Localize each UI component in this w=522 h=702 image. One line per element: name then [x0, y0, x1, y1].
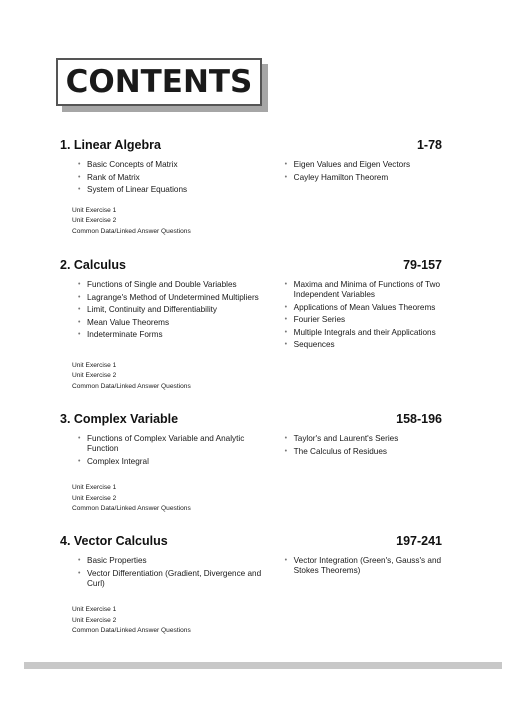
topic-item: • Complex Integral: [78, 456, 149, 466]
exercise-item: Common Data/Linked Answer Questions: [72, 227, 191, 235]
bullet-icon: •: [78, 457, 81, 465]
topic-list-left: [60, 556, 275, 591]
topic-item: • Applications of Mean Values Theorems: [284, 302, 436, 312]
topic-item: • Lagrange's Method of Undetermined Multipliers: [78, 292, 259, 302]
topic-columns: [60, 280, 442, 353]
topic-item: • Mean Value Theorems: [78, 317, 170, 327]
section-header: [60, 138, 442, 154]
exercise-item: Unit Exercise 2: [72, 616, 117, 624]
bullet-icon: •: [284, 281, 288, 288]
section-pages: 158-196: [396, 412, 442, 426]
topic-list-left: [60, 160, 275, 198]
bullet-icon: •: [78, 569, 81, 577]
section-title: 3. Complex Variable: [60, 412, 179, 426]
bullet-icon: •: [284, 161, 288, 168]
section-title: 2. Calculus: [60, 258, 126, 272]
topic-columns: [60, 434, 442, 469]
exercise-item: Common Data/Linked Answer Questions: [72, 382, 191, 390]
bullet-icon: •: [284, 447, 288, 455]
topic-item: • System of Linear Equations: [78, 185, 188, 194]
page-title: CONTENTS: [65, 64, 253, 100]
topic-item: • Sequences: [284, 340, 335, 349]
exercise-item: Common Data/Linked Answer Questions: [72, 505, 191, 512]
topic-list-right: [275, 160, 442, 198]
bullet-icon: •: [78, 435, 81, 442]
topic-item: • Functions of Complex Variable and Analytic Function: [78, 434, 245, 453]
section-header: [60, 534, 442, 550]
topic-list-right: [275, 434, 442, 469]
contents-title-box: [56, 58, 262, 106]
exercise-item: Unit Exercise 1: [72, 484, 117, 491]
section-vector-calculus: [60, 534, 442, 637]
topic-item: • Functions of Single and Double Variables: [78, 280, 237, 289]
topic-list-left: [60, 434, 275, 469]
bullet-icon: •: [78, 306, 81, 313]
exercise-list: [60, 361, 442, 393]
exercise-item: Common Data/Linked Answer Questions: [72, 627, 191, 634]
bullet-icon: •: [284, 557, 288, 564]
topic-item: • Taylor's and Laurent's Series: [284, 434, 399, 443]
exercise-item: Unit Exercise 2: [72, 494, 117, 502]
section-pages: 197-241: [396, 534, 442, 548]
section-header: [60, 412, 442, 428]
topic-list-right: [275, 556, 442, 591]
section-pages: 79-157: [403, 258, 442, 272]
bullet-icon: •: [78, 293, 81, 301]
topic-item: • Basic Properties: [78, 556, 147, 565]
exercise-list: [60, 483, 442, 515]
section-complex-variable: [60, 412, 442, 515]
topic-list-right: [275, 280, 442, 353]
bullet-icon: •: [78, 557, 81, 564]
title-frame: [56, 58, 262, 106]
exercise-item: Unit Exercise 1: [72, 606, 117, 613]
bullet-icon: •: [284, 316, 288, 323]
exercise-list: [60, 605, 442, 637]
exercise-item: Unit Exercise 1: [72, 206, 117, 214]
topic-item: • Rank of Matrix: [78, 172, 140, 182]
bullet-icon: •: [78, 331, 81, 338]
exercise-list: [60, 206, 442, 238]
bullet-icon: •: [284, 303, 288, 311]
exercise-item: Unit Exercise 1: [72, 361, 117, 369]
topic-item: • Multiple Integrals and their Applications: [284, 327, 436, 337]
bullet-icon: •: [284, 173, 288, 181]
exercise-item: Unit Exercise 2: [72, 217, 117, 224]
topic-item: • Fourier Series: [284, 315, 346, 324]
bullet-icon: •: [78, 281, 81, 288]
topic-item: • Limit, Continuity and Differentiability: [78, 305, 218, 314]
topic-item: • Maxima and Minima of Functions of Two Independent Variables: [284, 280, 441, 299]
topic-list-left: [60, 280, 275, 353]
bullet-icon: •: [78, 173, 81, 181]
bullet-icon: •: [284, 435, 288, 442]
footer-divider-bar: [24, 662, 502, 669]
section-calculus: [60, 258, 442, 392]
section-title: 1. Linear Algebra: [60, 138, 161, 152]
bullet-icon: •: [284, 328, 288, 336]
topic-columns: [60, 160, 442, 198]
bullet-icon: •: [284, 341, 288, 348]
bullet-icon: •: [78, 161, 81, 168]
topic-item: • Basic Concepts of Matrix: [78, 160, 178, 169]
section-title: 4. Vector Calculus: [60, 534, 168, 548]
exercise-item: Unit Exercise 2: [72, 372, 117, 379]
topic-item: • Eigen Values and Eigen Vectors: [284, 160, 411, 169]
section-header: [60, 258, 442, 274]
section-pages: 1-78: [416, 138, 442, 152]
bullet-icon: •: [78, 318, 81, 326]
bullet-icon: •: [78, 186, 81, 193]
topic-item: • Vector Integration (Green's, Gauss's and Stokes Theorems): [284, 556, 442, 575]
topic-item: • The Calculus of Residues: [284, 446, 387, 456]
topic-item: • Indeterminate Forms: [78, 330, 163, 339]
section-linear-algebra: [60, 138, 442, 237]
topic-columns: [60, 556, 442, 591]
topic-item: • Cayley Hamilton Theorem: [284, 172, 389, 182]
topic-item: • Vector Differentiation (Gradient, Divergence and Curl): [78, 568, 262, 588]
